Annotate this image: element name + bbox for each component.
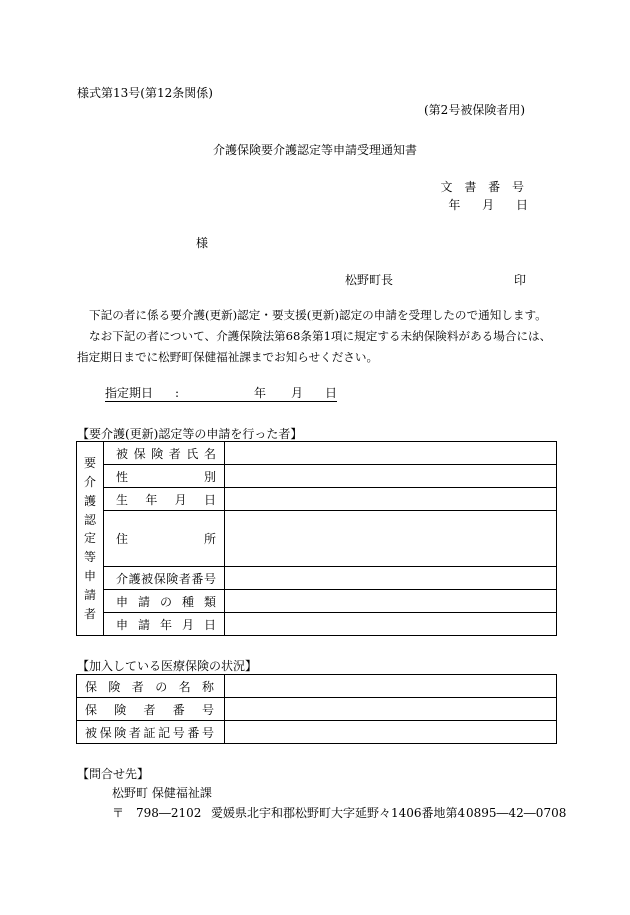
issue-date-label: 年 月 日 — [448, 198, 528, 212]
side-char: 定 — [83, 531, 96, 546]
applicant-side-label — [77, 442, 104, 636]
table-row — [77, 590, 557, 613]
applicant-table — [76, 441, 557, 636]
notice-line-2: なお下記の者について、介護保険法第68条第1項に規定する未納保険料がある場合には、 — [89, 329, 552, 343]
deadline-line — [105, 386, 337, 402]
insurer-name-label: 保険者の名称 — [77, 675, 225, 698]
table-row — [77, 613, 557, 636]
postal-code: 798―2102 — [136, 806, 202, 820]
notice-line-1: 下記の者に係る要介護(更新)認定・要支援(更新)認定の申請を受理したので通知します。 — [89, 308, 547, 322]
side-char: 認 — [83, 512, 96, 527]
table-row — [77, 465, 557, 488]
insurance-table — [76, 674, 557, 744]
application-date-label: 申請年月日 — [104, 613, 225, 636]
deadline-day: 日 — [325, 386, 338, 400]
table-row — [77, 675, 557, 698]
insurer-number-field[interactable] — [225, 698, 557, 721]
insurance-card-number-label: 被保険者証記号番号 — [77, 721, 225, 744]
deadline-label: 指定期日 — [105, 386, 154, 400]
table-row — [77, 721, 557, 744]
table-row — [77, 567, 557, 590]
table-row — [77, 511, 557, 567]
care-insured-number-field[interactable] — [225, 567, 557, 590]
insurer-name-field[interactable] — [225, 675, 557, 698]
sender-name: 松野町長 — [345, 273, 394, 287]
side-char: 者 — [83, 606, 96, 621]
side-char: 要 — [83, 455, 96, 470]
contact-heading: 【問合せ先】 — [77, 767, 150, 781]
side-char: 護 — [83, 493, 96, 508]
deadline-month: 月 — [291, 386, 304, 400]
insured-name-field[interactable] — [225, 442, 557, 465]
application-type-field[interactable] — [225, 590, 557, 613]
insured-type-label: (第2号被保険者用) — [424, 103, 525, 117]
document-number-label: 文 書 番 号 — [440, 180, 528, 194]
deadline-year: 年 — [254, 386, 267, 400]
gender-label: 性別 — [104, 465, 225, 488]
contact-office: 松野町 保健福祉課 — [112, 786, 212, 800]
insurance-section-heading: 【加入している医療保険の状況】 — [77, 659, 258, 673]
gender-field[interactable] — [225, 465, 557, 488]
insurance-card-number-field[interactable] — [225, 721, 557, 744]
side-char: 等 — [83, 550, 96, 565]
insured-name-label: 被保険者氏名 — [104, 442, 225, 465]
table-row — [77, 488, 557, 511]
postal-mark: 〒 — [112, 806, 125, 820]
notice-body — [77, 305, 555, 368]
deadline-colon: : — [175, 386, 180, 400]
contact-phone: 0895―42―0708 — [466, 806, 567, 820]
application-date-field[interactable] — [225, 613, 557, 636]
side-char: 介 — [83, 474, 96, 489]
recipient-honorific: 様 — [196, 236, 209, 250]
contact-address: 愛媛県北宇和郡松野町大字延野々1406番地第4 — [211, 806, 466, 820]
side-char: 申 — [83, 569, 96, 584]
birthdate-label: 生年月日 — [104, 488, 225, 511]
form-number: 様式第13号(第12条関係) — [77, 86, 213, 100]
birthdate-field[interactable] — [225, 488, 557, 511]
seal-mark: 印 — [514, 273, 527, 287]
application-type-label: 申請の種類 — [104, 590, 225, 613]
document-title: 介護保険要介護認定等申請受理通知書 — [212, 143, 417, 157]
address-field[interactable] — [225, 511, 557, 567]
table-row — [77, 442, 557, 465]
notice-line-3: 指定期日までに松野町保健福祉課までお知らせください。 — [77, 350, 379, 364]
insurer-number-label: 保険者番号 — [77, 698, 225, 721]
table-row — [77, 698, 557, 721]
applicant-section-heading: 【要介護(更新)認定等の申請を行った者】 — [77, 427, 303, 441]
side-char: 請 — [83, 588, 96, 603]
care-insured-number-label: 介護被保険者番号 — [104, 567, 225, 590]
address-label: 住所 — [104, 511, 225, 567]
